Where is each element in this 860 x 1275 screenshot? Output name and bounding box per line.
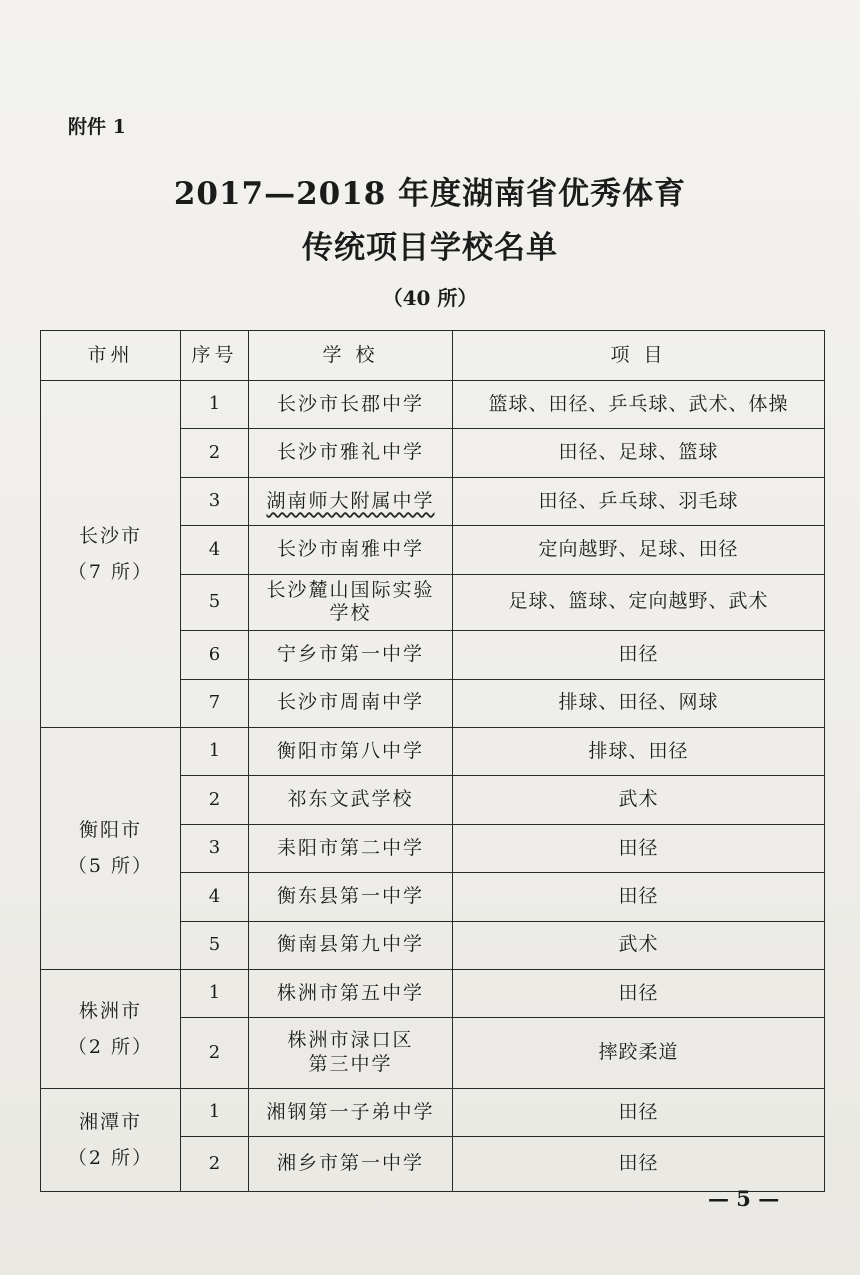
sport-cell: 篮球、田径、乒乓球、武术、体操 bbox=[453, 381, 825, 429]
sport-cell: 摔跤柔道 bbox=[453, 1018, 825, 1089]
seq-cell: 5 bbox=[181, 921, 249, 969]
seq-cell: 3 bbox=[181, 824, 249, 872]
header-school: 学 校 bbox=[249, 331, 453, 381]
school-cell: 长沙市南雅中学 bbox=[249, 526, 453, 574]
school-cell: 长沙市周南中学 bbox=[249, 679, 453, 727]
table-row bbox=[41, 969, 825, 1017]
header-city: 市州 bbox=[41, 331, 181, 381]
sport-cell: 武术 bbox=[453, 776, 825, 824]
sport-cell: 田径 bbox=[453, 824, 825, 872]
sport-cell: 定向越野、足球、田径 bbox=[453, 526, 825, 574]
header-sport: 项 目 bbox=[453, 331, 825, 381]
city-count: （2 所） bbox=[67, 1146, 154, 1169]
school-cell: 宁乡市第一中学 bbox=[249, 631, 453, 679]
seq-cell: 3 bbox=[181, 477, 249, 525]
document-subtitle: （40 所） bbox=[382, 286, 478, 310]
school-cell: 衡南县第九中学 bbox=[249, 921, 453, 969]
seq-cell: 2 bbox=[181, 1137, 249, 1192]
seq-cell: 4 bbox=[181, 873, 249, 921]
school-cell: 耒阳市第二中学 bbox=[249, 824, 453, 872]
seq-cell: 2 bbox=[181, 429, 249, 477]
page-number: — 5 — bbox=[708, 1186, 780, 1211]
school-cell: 祁东文武学校 bbox=[249, 776, 453, 824]
table-header-row bbox=[41, 331, 825, 381]
school-cell: 湘钢第一子弟中学 bbox=[249, 1088, 453, 1136]
school-name-line2: 学校 bbox=[329, 602, 372, 625]
school-cell: 长沙市雅礼中学 bbox=[249, 429, 453, 477]
document-title-line2: 传统项目学校名单 bbox=[302, 230, 558, 266]
sport-cell: 排球、田径、网球 bbox=[453, 679, 825, 727]
city-count: （5 所） bbox=[67, 855, 154, 878]
school-cell: 衡阳市第八中学 bbox=[249, 727, 453, 775]
seq-cell: 4 bbox=[181, 526, 249, 574]
city-cell bbox=[41, 969, 181, 1088]
sport-cell: 田径 bbox=[453, 1088, 825, 1136]
sport-cell: 田径 bbox=[453, 631, 825, 679]
sport-cell: 田径 bbox=[453, 873, 825, 921]
sport-cell: 田径、乒乓球、羽毛球 bbox=[453, 477, 825, 525]
seq-cell: 2 bbox=[181, 776, 249, 824]
sport-cell: 田径、足球、篮球 bbox=[453, 429, 825, 477]
school-cell bbox=[249, 1018, 453, 1089]
header-seq: 序号 bbox=[181, 331, 249, 381]
sport-cell: 足球、篮球、定向越野、武术 bbox=[453, 574, 825, 630]
city-name: 长沙市 bbox=[78, 524, 142, 547]
school-cell: 衡东县第一中学 bbox=[249, 873, 453, 921]
table-row bbox=[41, 727, 825, 775]
school-cell: 株洲市第五中学 bbox=[249, 969, 453, 1017]
sport-cell: 武术 bbox=[453, 921, 825, 969]
seq-cell: 5 bbox=[181, 574, 249, 630]
city-count: （2 所） bbox=[67, 1035, 154, 1058]
sport-cell: 田径 bbox=[453, 1137, 825, 1192]
table-row bbox=[41, 1088, 825, 1136]
school-name-underlined: 湖南师大附属中学 bbox=[266, 489, 435, 512]
sport-cell: 田径 bbox=[453, 969, 825, 1017]
table-row bbox=[41, 381, 825, 429]
city-count: （7 所） bbox=[67, 560, 154, 583]
school-cell: 湘乡市第一中学 bbox=[249, 1137, 453, 1192]
seq-cell: 1 bbox=[181, 1088, 249, 1136]
school-name-line1: 长沙麓山国际实验 bbox=[266, 578, 435, 601]
school-cell: 长沙市长郡中学 bbox=[249, 381, 453, 429]
city-cell bbox=[41, 381, 181, 728]
seq-cell: 1 bbox=[181, 381, 249, 429]
city-name: 衡阳市 bbox=[78, 819, 142, 842]
city-name: 湘潭市 bbox=[78, 1110, 142, 1133]
seq-cell: 7 bbox=[181, 679, 249, 727]
school-cell bbox=[249, 574, 453, 630]
city-cell bbox=[41, 1088, 181, 1191]
school-cell bbox=[249, 477, 453, 525]
school-name-line1: 株洲市渌口区 bbox=[287, 1029, 414, 1052]
seq-cell: 1 bbox=[181, 969, 249, 1017]
city-name: 株洲市 bbox=[78, 999, 142, 1022]
document-title-line1: 2017—2018 年度湖南省优秀体育 bbox=[173, 176, 687, 212]
sport-cell: 排球、田径 bbox=[453, 727, 825, 775]
city-cell bbox=[41, 727, 181, 969]
seq-cell: 1 bbox=[181, 727, 249, 775]
attachment-label: 附件 1 bbox=[68, 116, 126, 138]
school-name-line2: 第三中学 bbox=[308, 1053, 393, 1076]
school-list-table bbox=[40, 330, 825, 1192]
seq-cell: 2 bbox=[181, 1018, 249, 1089]
seq-cell: 6 bbox=[181, 631, 249, 679]
